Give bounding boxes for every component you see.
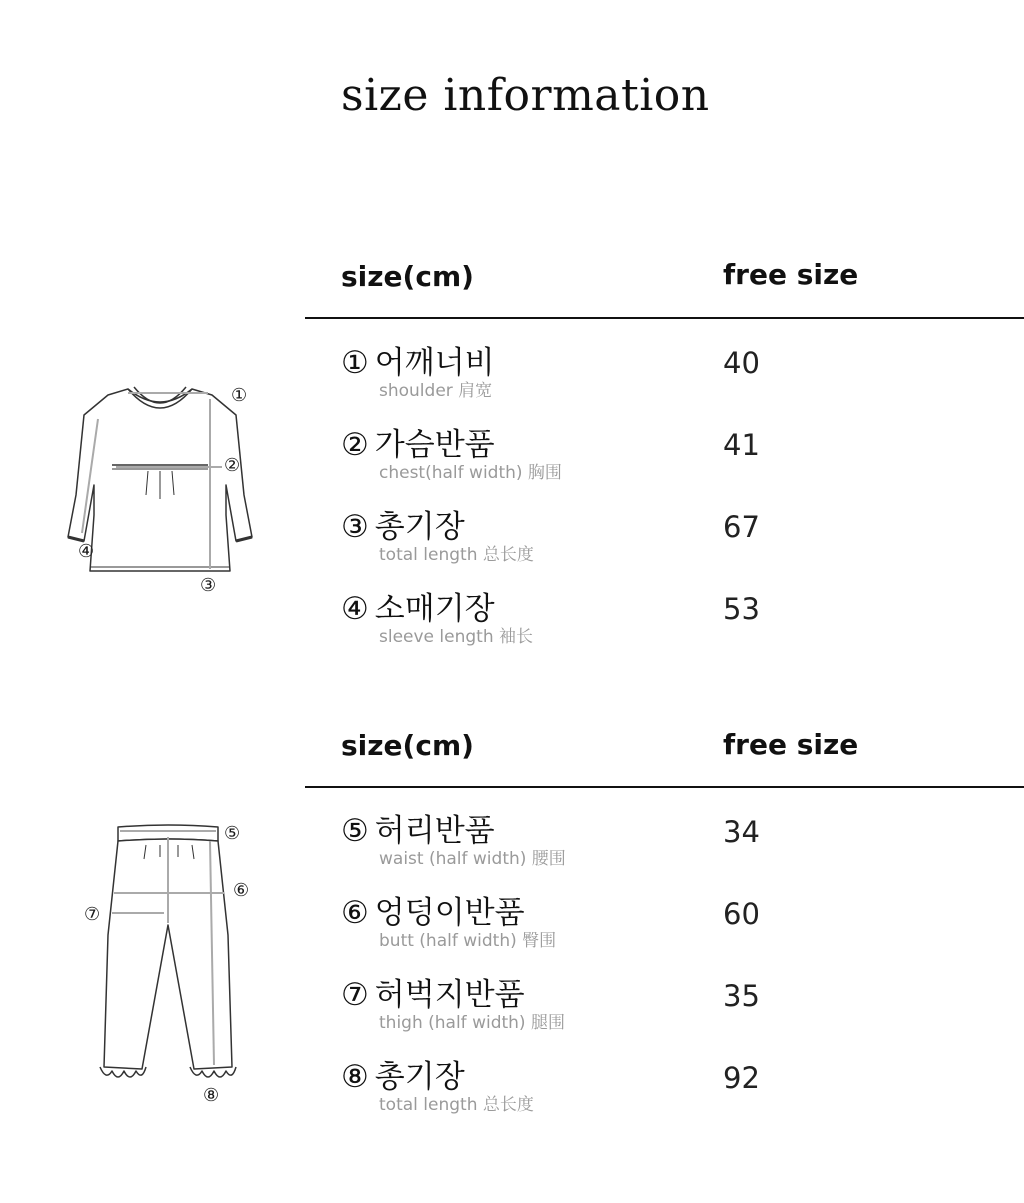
measure-row	[341, 813, 566, 869]
measure-value: 53	[723, 592, 760, 626]
measure-row	[341, 1059, 534, 1115]
measure-subtitle: waist (half width) 腰围	[379, 849, 566, 869]
measure-subtitle: total length 总长度	[379, 545, 534, 565]
measure-row	[341, 345, 495, 401]
page-title: size information	[341, 70, 710, 121]
measure-name: 어깨너비	[374, 345, 495, 381]
measure-row	[341, 977, 565, 1033]
mark-2: ②	[224, 455, 241, 476]
free-size-header: free size	[723, 728, 859, 761]
measure-row	[341, 895, 556, 951]
measure-value: 67	[723, 510, 760, 544]
measure-value: 92	[723, 1061, 760, 1095]
measure-number: ①	[341, 345, 369, 381]
measure-number: ④	[341, 591, 369, 627]
measure-number: ⑤	[341, 813, 369, 849]
measure-row	[341, 427, 562, 483]
measure-name: 소매기장	[374, 591, 495, 627]
measure-name: 가슴반품	[374, 427, 495, 463]
measure-name: 허벅지반품	[374, 977, 525, 1013]
measure-subtitle: shoulder 肩宽	[379, 381, 493, 401]
free-size-header: free size	[723, 258, 859, 291]
measure-value: 35	[723, 979, 760, 1013]
measure-subtitle: sleeve length 袖长	[379, 627, 534, 647]
mark-1: ①	[231, 385, 248, 406]
measure-name: 총기장	[374, 509, 465, 545]
measure-name: 총기장	[374, 1059, 465, 1095]
measure-number: ⑥	[341, 895, 369, 931]
measure-row	[341, 509, 534, 565]
measure-value: 40	[723, 346, 760, 380]
mark-4: ④	[78, 541, 95, 562]
pants-garment-diagram	[90, 815, 260, 1095]
size-header: size(cm)	[341, 260, 474, 293]
measure-subtitle: butt (half width) 臀围	[379, 931, 557, 951]
mark-7: ⑦	[84, 904, 101, 925]
measure-number: ⑧	[341, 1059, 369, 1095]
mark-6: ⑥	[233, 880, 250, 901]
header-divider	[305, 317, 1024, 319]
measure-value: 60	[723, 897, 760, 931]
measure-row	[341, 591, 533, 647]
measure-subtitle: chest(half width) 胸围	[379, 463, 562, 483]
measure-number: ②	[341, 427, 369, 463]
measure-number: ③	[341, 509, 369, 545]
measure-name: 허리반품	[374, 813, 495, 849]
measure-subtitle: thigh (half width) 腿围	[379, 1013, 565, 1033]
measure-value: 41	[723, 428, 760, 462]
header-divider	[305, 786, 1024, 788]
top-garment-diagram	[60, 375, 260, 605]
mark-3: ③	[200, 575, 217, 596]
measure-number: ⑦	[341, 977, 369, 1013]
measure-subtitle: total length 总长度	[379, 1095, 534, 1115]
measure-value: 34	[723, 815, 760, 849]
size-header: size(cm)	[341, 729, 474, 762]
measure-name: 엉덩이반품	[374, 895, 525, 931]
mark-8: ⑧	[203, 1085, 220, 1106]
mark-5: ⑤	[224, 823, 241, 844]
